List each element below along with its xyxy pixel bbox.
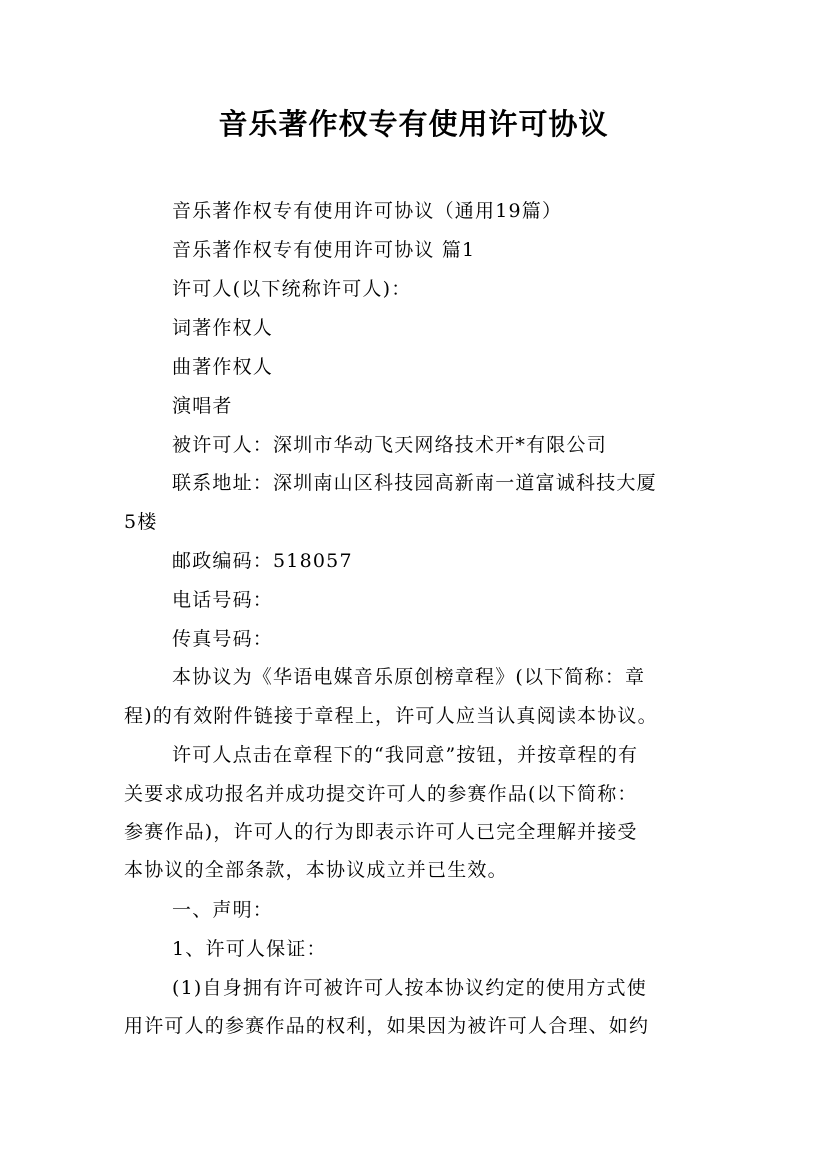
text-line: 演唱者: [172, 395, 233, 417]
text-line: 用许可人的参赛作品的权利，如果因为被许可人合理、如约: [124, 1015, 650, 1037]
text-line: 曲著作权人: [172, 356, 274, 378]
document-title: 音乐著作权专有使用许可协议: [218, 107, 609, 141]
text-line: 被许可人：深圳市华动飞天网络技术开*有限公司: [172, 434, 607, 456]
text-line: 本协议的全部条款，本协议成立并已生效。: [124, 859, 508, 881]
text-line: 词著作权人: [172, 317, 274, 339]
section-heading: 一、声明：: [172, 899, 274, 921]
text-line: 参赛作品)，许可人的行为即表示许可人已完全理解并接受: [124, 821, 638, 843]
text-line: 传真号码：: [172, 628, 274, 650]
text-line: 本协议为《华语电媒音乐原创榜章程》(以下简称：章: [172, 666, 646, 688]
text-line: 电话号码：: [172, 589, 274, 611]
text-line: 邮政编码：518057: [172, 550, 353, 572]
text-line: 5楼: [124, 511, 158, 533]
text-line: 许可人点击在章程下的“我同意”按钮，并按章程的有: [172, 744, 639, 766]
text-line: 许可人(以下统称许可人)：: [172, 278, 412, 300]
subtitle-line: 音乐著作权专有使用许可协议（通用19篇）: [172, 200, 563, 222]
text-line: 联系地址：深圳南山区科技园高新南一道富诚科技大厦: [172, 472, 657, 494]
text-line: (1)自身拥有许可被许可人按本协议约定的使用方式使: [172, 977, 647, 999]
section-heading: 1、许可人保证：: [172, 938, 327, 960]
section-heading: 音乐著作权专有使用许可协议 篇1: [172, 239, 476, 261]
text-line: 程)的有效附件链接于章程上，许可人应当认真阅读本协议。: [124, 705, 658, 727]
text-line: 关要求成功报名并成功提交许可人的参赛作品(以下简称：: [124, 783, 638, 805]
